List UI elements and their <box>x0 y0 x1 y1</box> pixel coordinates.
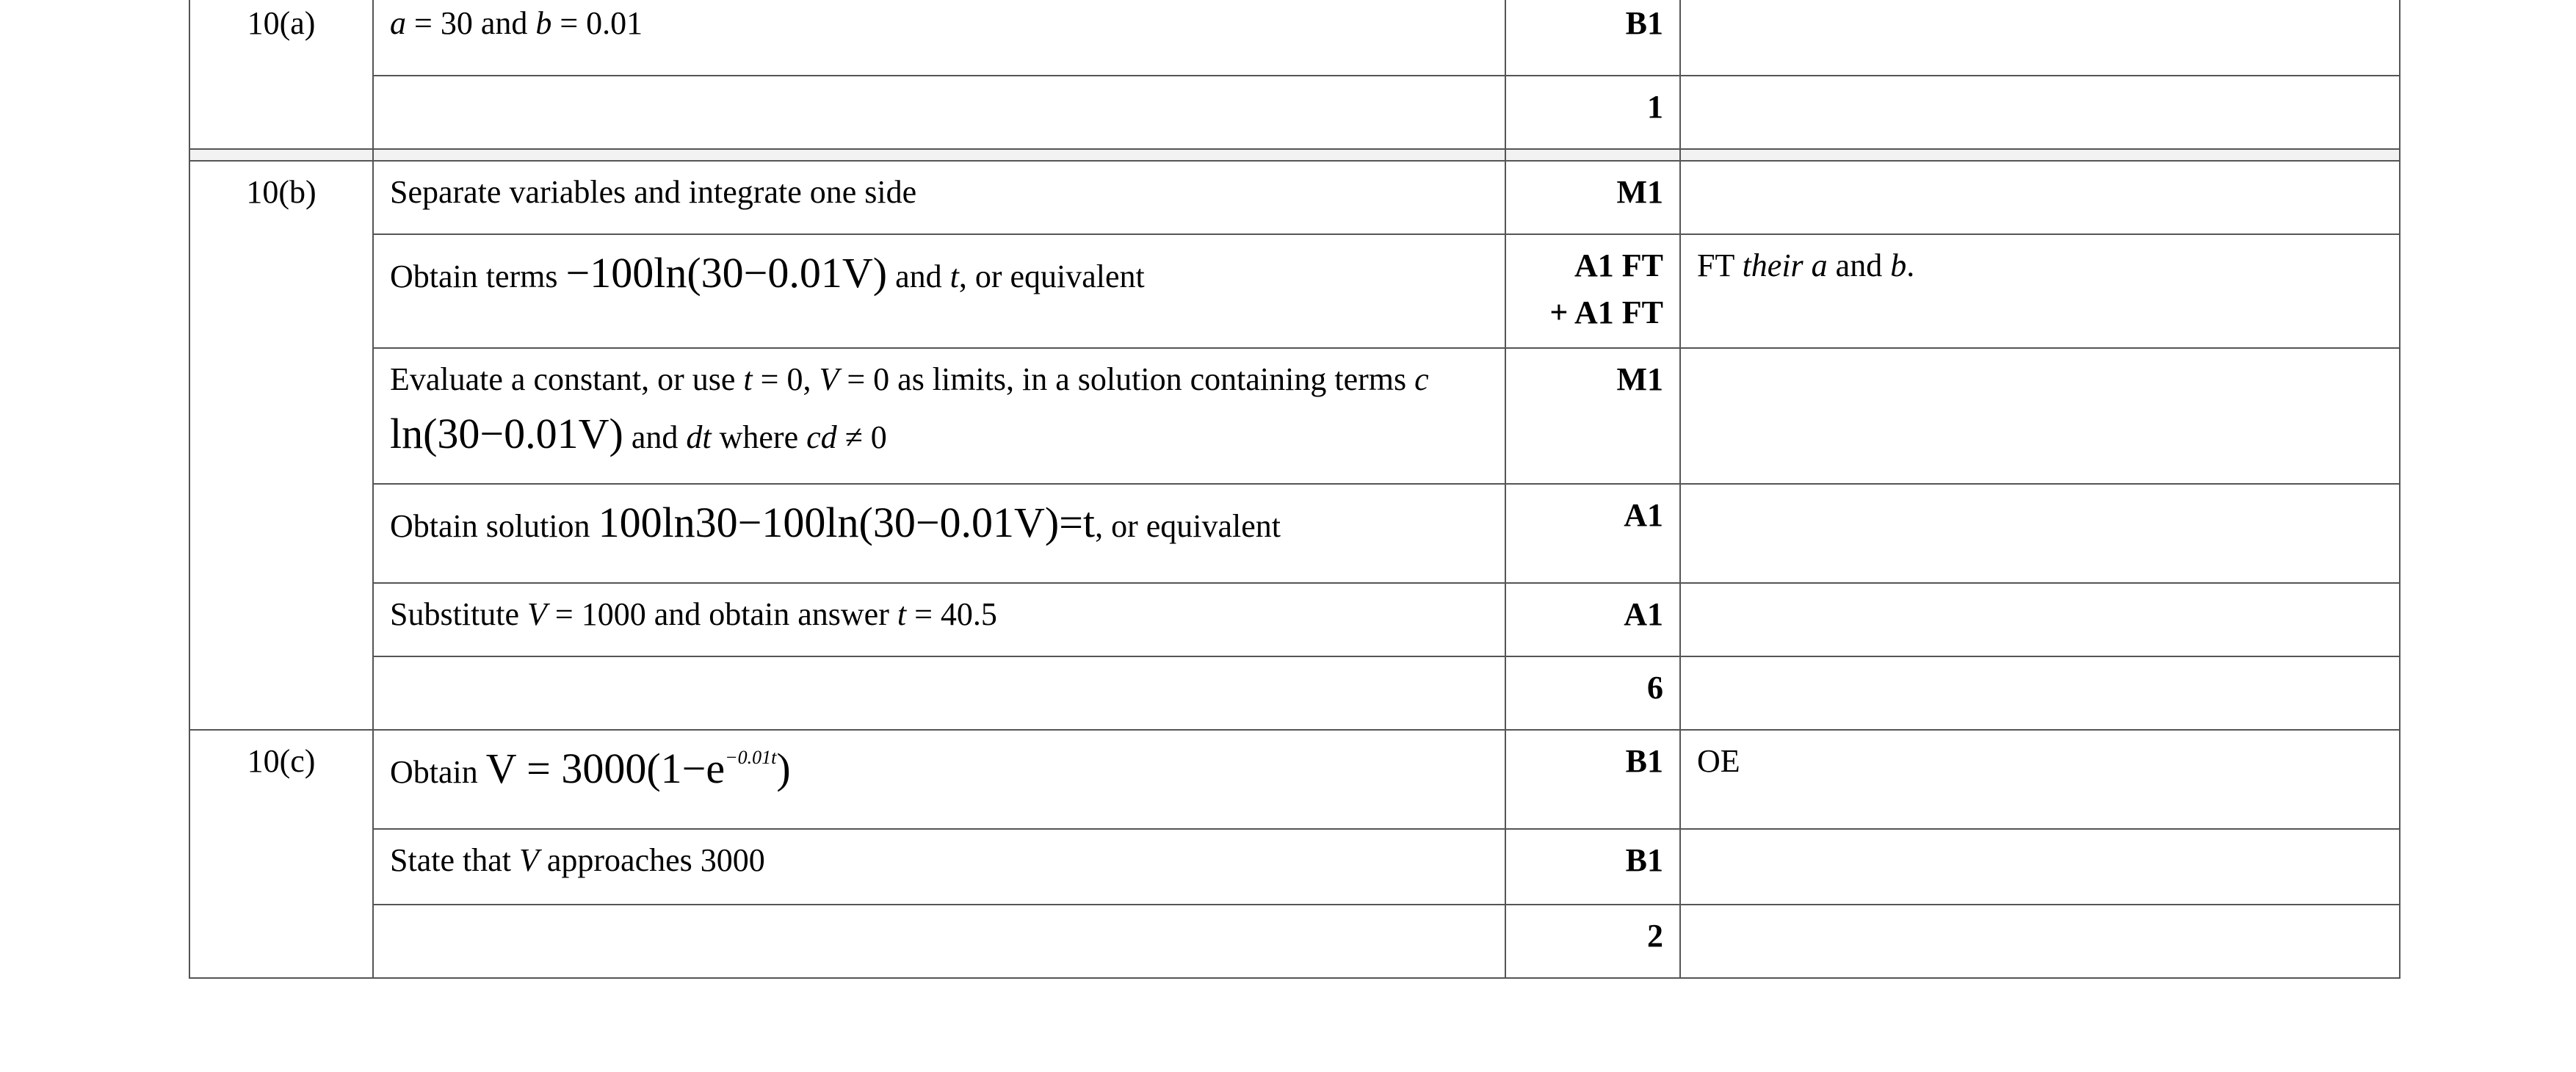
answer-cell: a = 30 and b = 0.01 <box>373 0 1505 76</box>
guidance-cell <box>1680 484 2400 583</box>
mark-cell: M1 <box>1505 348 1680 484</box>
guidance-cell: FT their a and b. <box>1680 234 2400 348</box>
mark-cell: M1 <box>1505 161 1680 234</box>
answer-cell <box>373 76 1505 149</box>
question-number: 10(b) <box>189 161 373 234</box>
guidance-cell <box>1680 348 2400 484</box>
table-row <box>189 829 2400 905</box>
table-row <box>189 484 2400 583</box>
mark-cell: A1 <box>1505 583 1680 656</box>
answer-cell <box>373 905 1505 978</box>
answer-cell: Obtain solution 100ln30−100ln(30−0.01V)=t, or equivalent <box>373 484 1505 583</box>
table-row <box>189 905 2400 978</box>
question-cell-empty <box>189 76 373 149</box>
guidance-cell <box>1680 161 2400 234</box>
answer-cell: Obtain terms −100ln(30−0.01V) and t, or equivalent <box>373 234 1505 348</box>
guidance-cell <box>1680 583 2400 656</box>
answer-cell: Separate variables and integrate one side <box>373 161 1505 234</box>
mark-scheme-table <box>189 0 2400 979</box>
answer-cell: State that V approaches 3000 <box>373 829 1505 905</box>
question-cell-empty <box>189 484 373 583</box>
question-cell-empty <box>189 829 373 905</box>
table-row <box>189 76 2400 149</box>
question-cell-empty <box>189 234 373 348</box>
guidance-cell <box>1680 905 2400 978</box>
total-mark-cell: 6 <box>1505 656 1680 730</box>
question-number: 10(a) <box>189 0 373 76</box>
question-number: 10(c) <box>189 730 373 829</box>
answer-cell <box>373 656 1505 730</box>
table-row <box>189 730 2400 829</box>
total-mark-cell: 1 <box>1505 76 1680 149</box>
guidance-cell <box>1680 656 2400 730</box>
table-row <box>189 348 2400 484</box>
guidance-cell <box>1680 0 2400 76</box>
guidance-cell <box>1680 76 2400 149</box>
answer-cell: Obtain $V = 3000(1-e^{-0.01t})$ <box>373 730 1505 829</box>
mark-cell: B1 <box>1505 829 1680 905</box>
question-cell-empty <box>189 905 373 978</box>
table-row <box>189 0 2400 76</box>
question-cell-empty <box>189 656 373 730</box>
answer-cell: Substitute V = 1000 and obtain answer t = 40.5 <box>373 583 1505 656</box>
section-separator <box>189 149 2400 161</box>
mark-cell: B1 <box>1505 0 1680 76</box>
guidance-cell: OE <box>1680 730 2400 829</box>
question-cell-empty <box>189 348 373 484</box>
mark-cell: B1 <box>1505 730 1680 829</box>
table-row <box>189 161 2400 234</box>
question-cell-empty <box>189 583 373 656</box>
table-row <box>189 583 2400 656</box>
table-row <box>189 656 2400 730</box>
mark-cell: A1 FT + A1 FT <box>1505 234 1680 348</box>
mark-cell: A1 <box>1505 484 1680 583</box>
answer-cell: Evaluate a constant, or use t = 0, V = 0 as limits, in a solution containing terms c ln(30−0.01V) and dt where cd ≠ 0 <box>373 348 1505 484</box>
table-row <box>189 234 2400 348</box>
guidance-cell <box>1680 829 2400 905</box>
total-mark-cell: 2 <box>1505 905 1680 978</box>
